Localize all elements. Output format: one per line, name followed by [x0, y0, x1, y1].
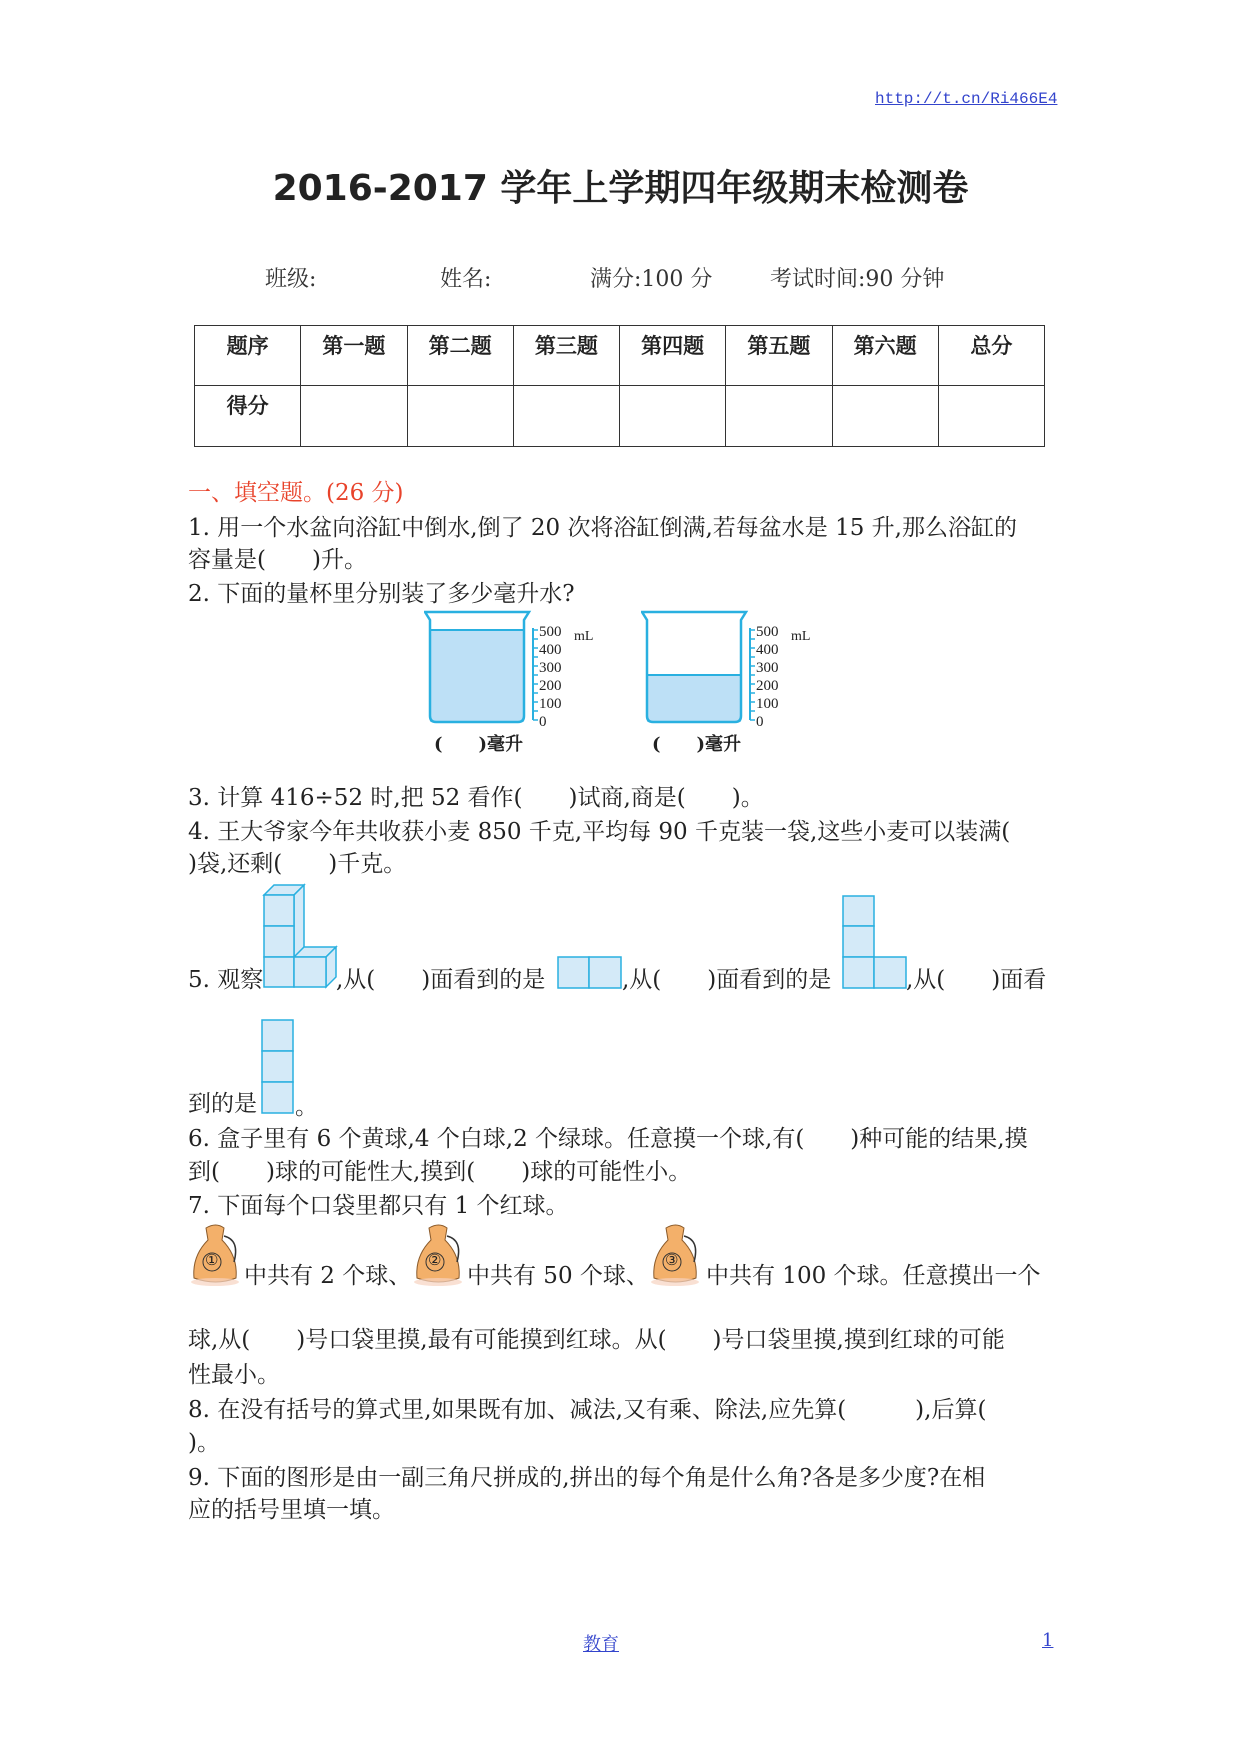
section-heading — [188, 476, 404, 510]
water-fill — [430, 630, 524, 722]
q5-b: ,从( )面看到的是 — [336, 967, 546, 993]
view-3-figure — [261, 1019, 295, 1114]
header-cell: 总分 — [938, 326, 1044, 386]
scale-label: 200 — [756, 678, 779, 694]
q7-t2: 中共有 50 个球、 — [467, 1263, 649, 1289]
scale-label: 100 — [756, 696, 779, 712]
score-table — [194, 325, 1045, 447]
score-cell[interactable] — [513, 386, 619, 447]
bag-number: ② — [428, 1251, 442, 1269]
unit-label: mL — [791, 629, 811, 644]
scale-label: 300 — [539, 660, 562, 676]
beaker-1 — [424, 610, 604, 730]
q9-line1: 9. 下面的图形是由一副三角尺拼成的,拼出的每个角是什么角?各是多少度?在相 — [188, 1465, 986, 1491]
scale-label: 200 — [539, 678, 562, 694]
beaker-1-answer: ( )毫升 — [434, 734, 524, 755]
q7-intro: 7. 下面每个口袋里都只有 1 个红球。 — [188, 1193, 569, 1219]
q8-line2: )。 — [188, 1430, 220, 1456]
score-cell[interactable] — [832, 386, 938, 447]
name-label: 姓名: — [440, 267, 492, 292]
bag-1-icon — [188, 1222, 246, 1292]
view-2-figure — [842, 895, 908, 989]
score-cell[interactable] — [620, 386, 726, 447]
unit-label: mL — [574, 629, 594, 644]
q7-t3: 中共有 100 个球。任意摸出一个 — [706, 1263, 1041, 1289]
q7-line3: 性最小。 — [188, 1362, 280, 1388]
section-title: 一、填空题。 — [188, 480, 326, 506]
header-cell: 第五题 — [726, 326, 832, 386]
scale-label: 500 — [539, 624, 562, 640]
q6-line2: 到( )球的可能性大,摸到( )球的可能性小。 — [188, 1159, 692, 1185]
header-cell: 第三题 — [513, 326, 619, 386]
bag-3-icon — [648, 1222, 706, 1292]
row-label: 得分 — [195, 386, 301, 447]
header-cell: 第四题 — [620, 326, 726, 386]
header-link[interactable]: http://t.cn/Ri466E4 — [875, 90, 1058, 108]
page-number[interactable]: 1 — [1042, 1630, 1054, 1651]
beaker-2 — [641, 610, 821, 730]
bag-2-icon — [411, 1222, 469, 1292]
water-fill — [647, 675, 741, 722]
score-cell[interactable] — [938, 386, 1044, 447]
header-cell: 第一题 — [301, 326, 407, 386]
scale-label: 0 — [539, 714, 547, 730]
score-cell[interactable] — [726, 386, 832, 447]
q1-line1: 1. 用一个水盆向浴缸中倒水,倒了 20 次将浴缸倒满,若每盆水是 15 升,那么浴缸的 — [188, 515, 1017, 541]
score-cell[interactable] — [301, 386, 407, 447]
header-cell: 第二题 — [407, 326, 513, 386]
section-points: (26 分) — [326, 480, 404, 506]
q8-line1: 8. 在没有括号的算式里,如果既有加、减法,又有乘、除法,应先算( ),后算( — [188, 1397, 987, 1423]
q5-f: 。 — [295, 1094, 318, 1120]
q4-line1: 4. 王大爷家今年共收获小麦 850 千克,平均每 90 千克装一袋,这些小麦可以装满( — [188, 819, 1011, 845]
q4-line2: )袋,还剩( )千克。 — [188, 851, 407, 877]
bag-number: ① — [205, 1251, 219, 1269]
scale-label: 400 — [756, 642, 779, 658]
score-cell[interactable] — [407, 386, 513, 447]
full-score: 满分:100 分 — [590, 267, 713, 292]
footer-link[interactable]: 教育 — [583, 1634, 619, 1655]
q5-a: 5. 观察 — [188, 967, 264, 993]
header-cell: 题序 — [195, 326, 301, 386]
header-cell: 第六题 — [832, 326, 938, 386]
bag-number: ③ — [665, 1251, 679, 1269]
q5-e: 到的是 — [188, 1091, 257, 1117]
page-title: 2016-2017 学年上学期四年级期末检测卷 — [272, 168, 969, 209]
q6-line1: 6. 盒子里有 6 个黄球,4 个白球,2 个绿球。任意摸一个球,有( )种可能的结果,摸 — [188, 1126, 1028, 1152]
beaker-2-answer: ( )毫升 — [652, 734, 742, 755]
q7-line2: 球,从( )号口袋里摸,最有可能摸到红球。从( )号口袋里摸,摸到红球的可能 — [188, 1327, 1005, 1353]
scale-label: 400 — [539, 642, 562, 658]
q2-text: 2. 下面的量杯里分别装了多少毫升水? — [188, 581, 575, 607]
cube-stack-figure — [262, 883, 338, 989]
q7-t1: 中共有 2 个球、 — [244, 1263, 412, 1289]
exam-time: 考试时间:90 分钟 — [770, 267, 945, 292]
q9-line2: 应的括号里填一填。 — [188, 1497, 395, 1523]
view-1-figure — [557, 956, 623, 989]
scale-label: 0 — [756, 714, 764, 730]
class-label: 班级: — [265, 267, 317, 292]
q5-c: ,从( )面看到的是 — [622, 967, 832, 993]
q3: 3. 计算 416÷52 时,把 52 看作( )试商,商是( )。 — [188, 785, 764, 811]
scale-label: 500 — [756, 624, 779, 640]
q1-line2: 容量是( )升。 — [188, 547, 367, 573]
scale-label: 300 — [756, 660, 779, 676]
q5-d: ,从( )面看 — [906, 967, 1047, 993]
scale-label: 100 — [539, 696, 562, 712]
